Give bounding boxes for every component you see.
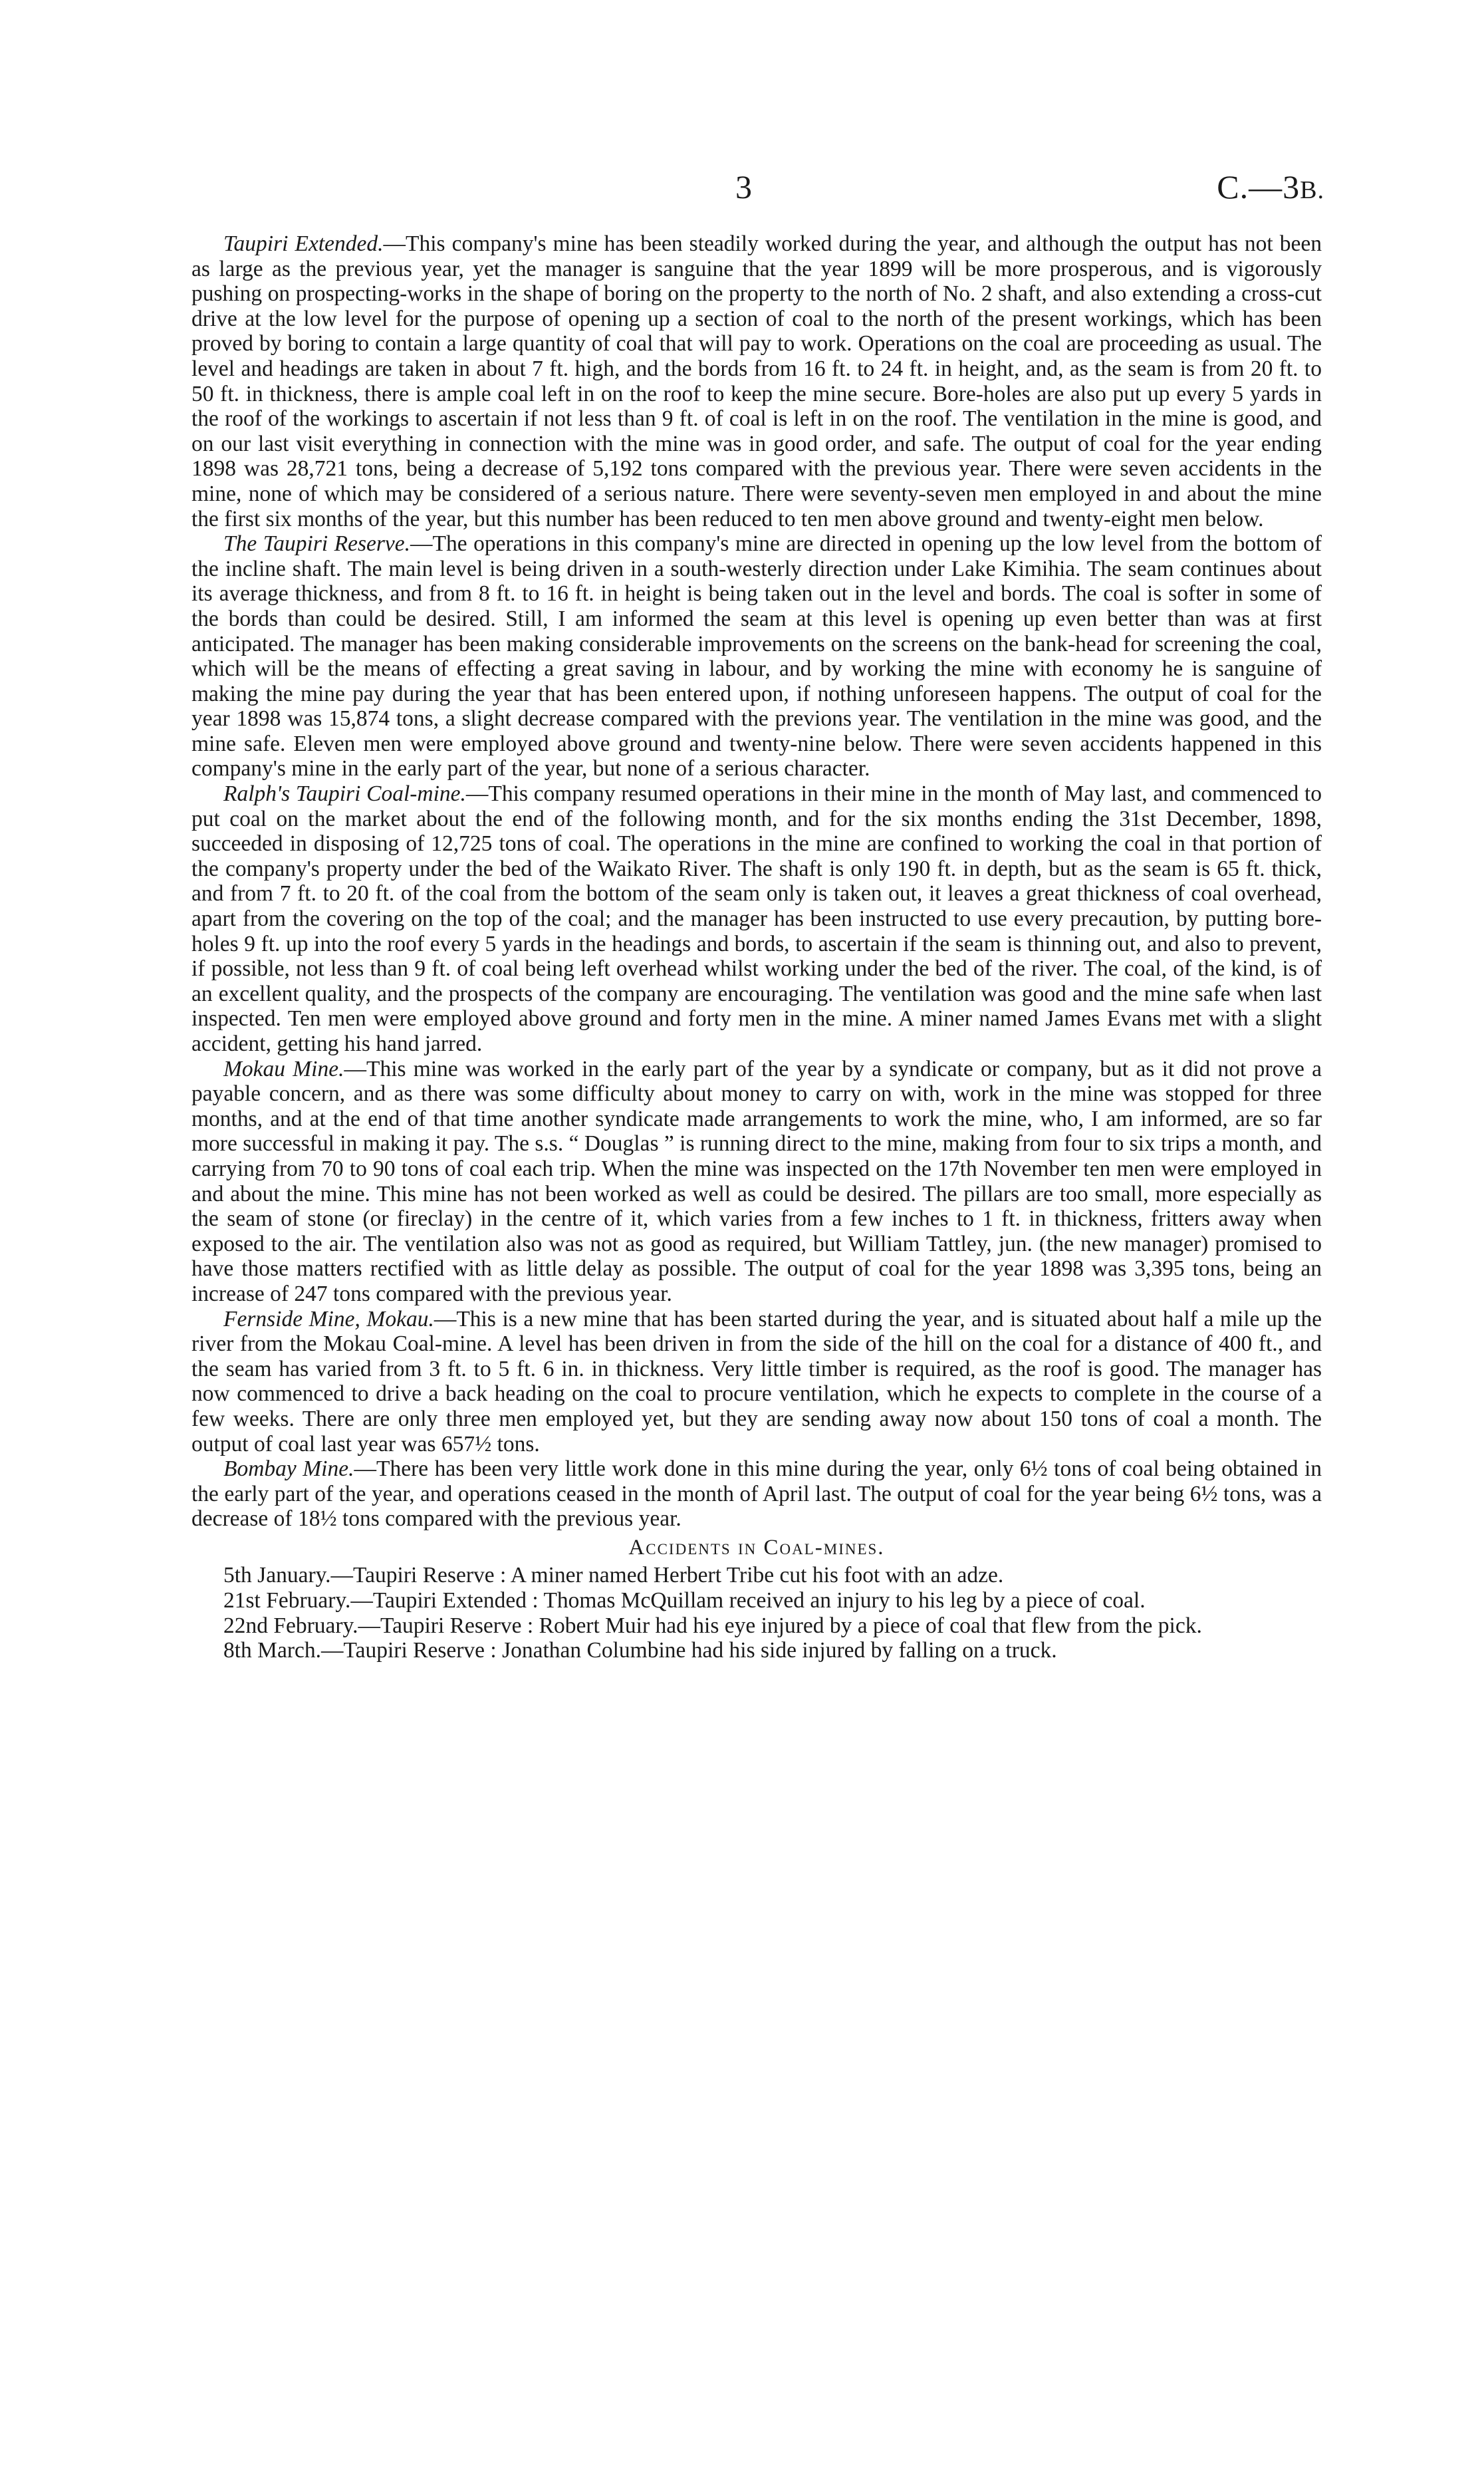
paragraph-text: —This is a new mine that has been started during the year, and is situated about half a mile up the river from the Mokau Coal-mine. A level has been driven in from the side of the hill on the coal for a distance of 400 ft., and the seam has varied from 3 ft. to 5 ft. 6 in. in thickness. Very little timber is required, as the roof is good. The manager has now commenced to drive a back heading on the coal to procure ventilation, which he expects to complete in the course of a few weeks. There are only three men employed yet, but they are sending away now about 150 tons of coal a month. The output of coal last year was 657½ tons.	[191, 1306, 1322, 1456]
paragraph-taupiri-reserve	[191, 531, 1322, 781]
paragraph-text: —This mine was worked in the early part of the year by a syndicate or company, but as it did not prove a payable concern, and as there was some difficulty about money to carry on with, work in the mine was stopped for three months, and at the end of that time another syndicate made arrangements to work the mine, who, I am informed, are so far more successful in making it pay. The s.s. “ Douglas ” is running direct to the mine, making from four to six trips a month, and carrying from 70 to 90 tons of coal each trip. When the mine was inspected on the 17th November ten men were employed in and about the mine. This mine has not been worked as well as could be desired. The pillars are too small, more especially as the seam of stone (or fireclay) in the centre of it, which varies from a few inches to 1 ft. in thickness, fritters away when exposed to the air. The ventilation also was not as good as required, but William Tattley, jun. (the new manager) promised to have those matters rectified with as little delay as possible. The output of coal for the year 1898 was 3,395 tons, being an increase of 247 tons compared with the previous year.	[191, 1056, 1322, 1306]
paragraph-ralphs-taupiri	[191, 781, 1322, 1057]
accidents-list	[191, 1563, 1322, 1663]
paragraph-taupiri-extended	[191, 231, 1322, 531]
paragraph-heading: Mokau Mine.	[223, 1056, 344, 1081]
paragraph-mokau-mine	[191, 1057, 1322, 1307]
accidents-heading: Accidents in Coal-mines.	[628, 1535, 885, 1560]
paragraph-text: —The operations in this company's mine are directed in opening up the low level from the bottom of the incline shaft. The main level is being driven in a south-westerly direction under Lake Kimihia. The seam continues about its average thickness, and from 8 ft. to 16 ft. in height is being taken out in the level and bords. The coal is softer in some of the bords than could be desired. Still, I am informed the seam at this level is opening up even better than was at first anticipated. The manager has been making considerable improvements on the screens on the bank-head for screening the coal, which will be the means of effecting a great saving in labour, and by working the mine with economy he is sanguine of making the mine pay during the year that has been entered upon, if nothing unforeseen happens. The output of coal for the year 1898 was 15,874 tons, a slight decrease compared with the previons year. The ventilation in the mine was good, and the mine safe. Eleven men were employed above ground and twenty-nine below. There were seven accidents happened in this company's mine in the early part of the year, but none of a serious character.	[191, 531, 1322, 781]
paragraph-text: —There has been very little work done in this mine during the year, only 6½ tons of coal being obtained in the early part of the year, and operations ceased in the month of April last. The output of coal for the year being 6½ tons, was a decrease of 18½ tons compared with the previous year.	[191, 1456, 1322, 1532]
accident-entry: 22nd February.—Taupiri Reserve : Robert Muir had his eye injured by a piece of coal that flew from the pick.	[223, 1613, 1202, 1638]
report-body	[191, 231, 1322, 1663]
paragraph-heading: Fernside Mine, Mokau.	[223, 1306, 434, 1331]
document-reference-suffix: B.	[1300, 176, 1324, 204]
paragraph-fernside-mine	[191, 1307, 1322, 1457]
document-reference-main: C.—3	[1217, 168, 1300, 206]
document-reference	[1217, 168, 1324, 206]
paragraph-heading: The Taupiri Reserve.	[223, 531, 411, 557]
accident-entry: 5th January.—Taupiri Reserve : A miner named Herbert Tribe cut his foot with an adze.	[223, 1563, 1004, 1588]
paragraph-bombay-mine	[191, 1456, 1322, 1532]
accident-entry: 21st February.—Taupiri Extended : Thomas McQuillam received an injury to his leg by a piece of coal.	[223, 1588, 1146, 1613]
paragraph-heading: Taupiri Extended.	[223, 231, 384, 256]
accident-entry: 8th March.—Taupiri Reserve : Jonathan Columbine had his side injured by falling on a truck.	[223, 1638, 1057, 1663]
paragraph-heading: Bombay Mine.	[223, 1456, 354, 1482]
page-number: 3	[735, 168, 752, 206]
paragraph-text: —This company's mine has been steadily worked during the year, and although the output has not been as large as the previous year, yet the manager is sanguine that the year 1899 will be more prosperous, and is vigorously pushing on prospecting-works in the shape of boring on the property to the north of No. 2 shaft, and also extending a cross-cut drive at the low level for the purpose of opening up a section of coal to the north of the present workings, which has been proved by boring to contain a large quantity of coal that will pay to work. Operations on the coal are proceeding as usual. The level and headings are taken in about 7 ft. high, and the bords from 16 ft. to 24 ft. in height, and, as the seam is from 20 ft. to 50 ft. in thickness, there is ample coal left in on the roof to keep the mine secure. Bore-holes are also put up every 5 yards in the roof of the workings to ascertain if not less than 9 ft. of coal is left in on the roof. The ventilation in the mine is good, and on our last visit everything in connection with the mine was in good order, and safe. The output of coal for the year ending 1898 was 28,721 tons, being a decrease of 5,192 tons compared with the previous year. There were seven accidents in the mine, none of which may be considered of a serious nature. There were seventy-seven men employed in and about the mine the first six months of the year, but this number has been reduced to ten men above ground and twenty-eight men below.	[191, 231, 1322, 531]
paragraph-text: —This company resumed operations in their mine in the month of May last, and commenced to put coal on the market about the end of the following month, and for the six months ending the 31st December, 1898, succeeded in disposing of 12,725 tons of coal. The operations in the mine are confined to working the coal in that portion of the company's property under the bed of the Waikato River. The shaft is only 190 ft. in depth, but as the seam is 65 ft. thick, and from 7 ft. to 20 ft. of the coal from the bottom of the seam only is taken out, it leaves a great thickness of coal overhead, apart from the covering on the top of the coal; and the manager has been instructed to use every precaution, by putting bore-holes 9 ft. up into the roof every 5 yards in the headings and bords, to ascertain if the seam is thinning out, and also to prevent, if possible, not less than 9 ft. of coal being left overhead whilst working under the bed of the river. The coal, of the kind, is of an excellent quality, and the prospects of the company are encouraging. The ventilation was good and the mine safe when last inspected. Ten men were employed above ground and forty men in the mine. A miner named James Evans met with a slight accident, getting his hand jarred.	[191, 781, 1322, 1056]
paragraph-heading: Ralph's Taupiri Coal-mine.	[223, 781, 466, 807]
